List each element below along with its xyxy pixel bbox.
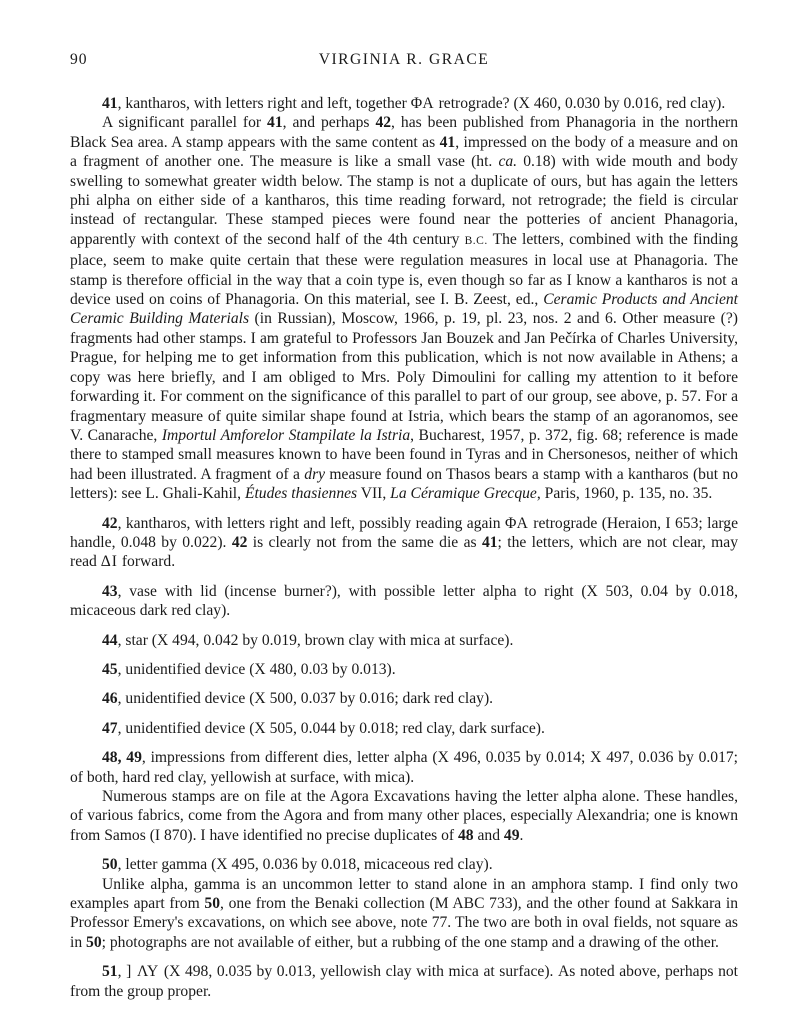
page-number: 90 — [70, 51, 88, 68]
paragraph-parallel: A significant parallel for 41, and perhaps 42, has been published from Phanagoria in the northern Black Sea area. A stamp appears with the same content as 41, impressed on the body of a measure and on a fragment of another one. The measure is like a small vase (ht. ca. 0.18) with wide mouth and body swelling to somewhat greater width below. The stamp is not a duplicate of ours, but has again the letters phi alpha on either side of a kantharos, this time reading forward, not retrograde; the field is circular instead of rectangular. These stamped pieces were found near the potteries of ancient Phanagoria, apparently with context of the second half of the 4th century B.C. The letters, combined with the finding place, seem to make quite certain that these were regulation measures in local use at Phanagoria. The stamp is therefore official in the way that a coin type is, even though so far as I know a kantharos is not a device used on coins of Phanagoria. On this material, see I. B. Zeest, ed., Ceramic Products and Ancient Ceramic Building Materials (in Russian), Moscow, 1966, p. 19, pl. 23, nos. 2 and 6. Other measure (?) fragments had other stamps. I am grateful to Professors Jan Bouzek and Jan Pečírka of Charles University, Prague, for helping me to get information from this publication, which is not now available in Athens; a copy was here briefly, and I am obliged to Mrs. Poly Dimoulini for calling my attention to it before forwarding it. For comment on the significance of this parallel to part of our group, see above, p. 57. For a fragmentary measure of quite similar shape found at Istria, which bears the stamp of an agoranomos, see V. Canarache, Importul Amforelor Stampilate la Istria, Bucharest, 1957, p. 372, fig. 68; reference is made there to stamped small measures known to have been found in Tyras and in Chersonesos, neither of which had been illustrated. A fragment of a dry measure found on Thasos bears a stamp with a kantharos (but no letters): see L. Ghali-Kahil, Études thasiennes VII, La Céramique Grecque, Paris, 1960, p. 135, no. 35. — [70, 114, 739, 503]
running-title: VIRGINIA R. GRACE — [318, 51, 490, 68]
document-page — [70, 50, 738, 1001]
entry-50: 50, letter gamma (X 495, 0.036 by 0.018, micaceous red clay). — [102, 856, 493, 874]
entry-48-49: 48, 49, impressions from different dies, letter alpha (X 496, 0.035 by 0.014; X 497, 0.036 by 0.017; of both, hard red clay, yellowish at surface, with mica). — [70, 749, 739, 786]
entry-41: 41, kantharos, with letters right and left, together ΦΑ retrograde? (X 460, 0.030 by 0.016, red clay). — [102, 95, 726, 112]
entry-47: 47, unidentified device (X 505, 0.044 by 0.018; red clay, dark surface). — [102, 719, 545, 737]
paragraph-alpha: Numerous stamps are on file at the Agora Excavations having the letter alpha alone. These handles, of various fabrics, come from the Agora and from many other places, especially Alexandria; one is known from Samos (I 870). I have identified no precise duplicates of 48 and 49. — [70, 788, 738, 844]
paragraph-gamma: Unlike alpha, gamma is an uncommon letter to stand alone in an amphora stamp. I find only two examples apart from 50, one from the Benaki collection (M ABC 733), and the other found at Sakkara in Professor Emery's excavations, on which see above, note 77. The two are both in oval fields, not square as in 50; photographs are not available of either, but a rubbing of the one stamp and a drawing of the other. — [70, 875, 739, 951]
entry-46: 46, unidentified device (X 500, 0.037 by 0.016; dark red clay). — [102, 690, 494, 708]
entry-45: 45, unidentified device (X 480, 0.03 by 0.013). — [102, 660, 396, 678]
running-header — [70, 50, 738, 72]
entry-43: 43, vase with lid (incense burner?), with possible letter alpha to right (X 503, 0.04 by 0.018, micaceous dark red clay). — [70, 582, 738, 620]
entry-51: 51, ] ΛΥ (X 498, 0.035 by 0.013, yellowish clay with mica at surface). As noted above, perhaps not from the group proper. — [70, 963, 739, 1000]
entry-44: 44, star (X 494, 0.042 by 0.019, brown clay with mica at surface). — [102, 631, 514, 649]
entry-42: 42, kantharos, with letters right and left, possibly reading again ΦΑ retrograde (Heraion, I 653; large handle, 0.048 by 0.022). 42 is clearly not from the same die as 41; the letters, which are not clear, may read ΔΙ forward. — [70, 514, 739, 571]
